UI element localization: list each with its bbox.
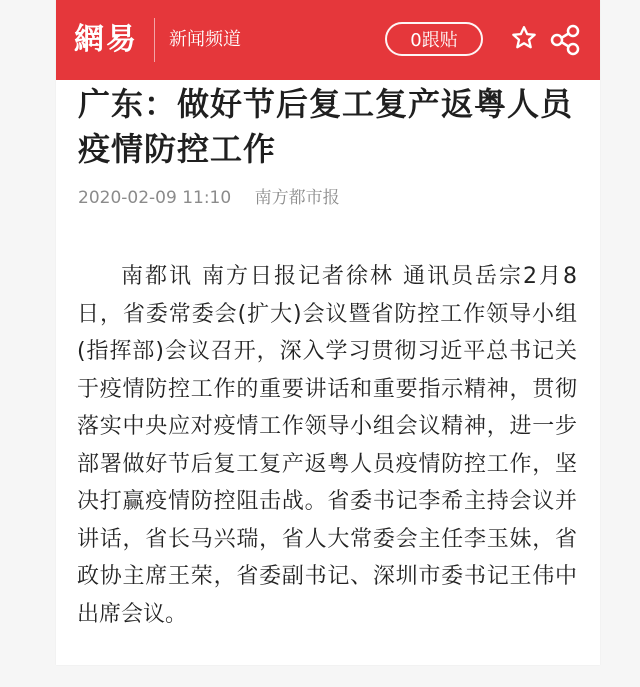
article-meta — [78, 186, 340, 210]
share-icon[interactable] — [548, 22, 582, 56]
header-divider — [154, 18, 155, 62]
article-body: 南都讯 南方日报记者徐林 通讯员岳宗2月8日，省委常委会(扩大)会议暨省防控工作领导小组(指挥部)会议召开，深入学习贯彻习近平总书记关于疫情防控工作的重要讲话和重要指示精神，贯彻落实中央应对疫情工作领导小组会议精神，进一步部署做好节后复工复产返粤人员疫情防控工作，坚决打赢疫情防控阻击战。省委书记李希主持会议并讲话，省长马兴瑞，省人大常委会主任李玉妹，省政协主席王荣，省委副书记、深圳市委书记王伟中出席会议。 — [77, 264, 577, 627]
netease-logo[interactable]: 網易 — [74, 22, 138, 57]
news-source[interactable]: 南方都市报 — [254, 188, 340, 208]
article-page — [56, 0, 600, 665]
star-icon[interactable] — [510, 24, 538, 52]
article-title: 广东：做好节后复工复产返粤人员疫情防控工作 — [78, 85, 574, 168]
publish-time: 2020-02-09 11:10 — [78, 188, 232, 208]
top-navigation-bar — [56, 0, 600, 80]
comment-count-button[interactable]: 0跟贴 — [385, 22, 483, 56]
channel-name[interactable]: 新闻频道 — [169, 29, 241, 50]
